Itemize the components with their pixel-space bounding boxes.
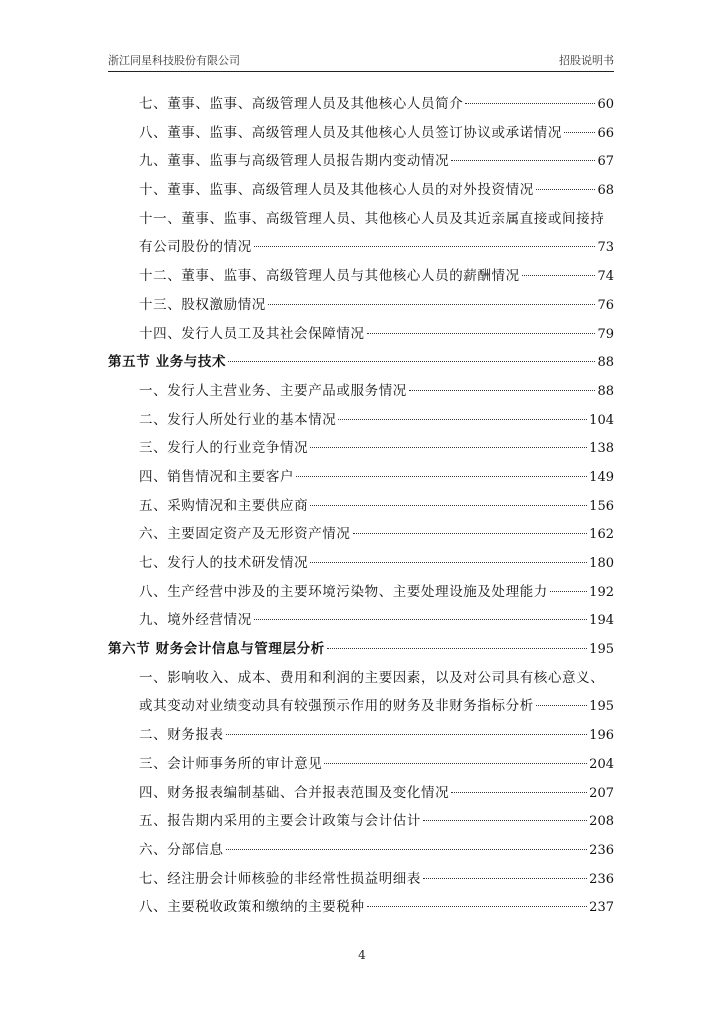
- toc-entry[interactable]: 六、主要固定资产及无形资产情况 162: [139, 526, 614, 543]
- toc-entry[interactable]: 十四、发行人员工及其社会保障情况 79: [139, 325, 614, 342]
- toc-entry[interactable]: 七、发行人的技术研发情况 180: [139, 555, 614, 571]
- page-header: [108, 52, 614, 70]
- toc-entry[interactable]: 五、采购情况和主要供应商 156: [139, 497, 614, 514]
- toc-entry[interactable]: 八、董事、监事、高级管理人员及其他核心人员签订协议或承诺情况 66: [139, 124, 614, 141]
- company-name: 浙江同星科技股份有限公司: [108, 54, 240, 67]
- toc-entry[interactable]: 九、董事、监事与高级管理人员报告期内变动情况 67: [139, 153, 614, 170]
- toc-entry[interactable]: 十二、董事、监事、高级管理人员与其他核心人员的薪酬情况 74: [139, 268, 614, 285]
- toc-entry[interactable]: 七、经注册会计师核验的非经常性损益明细表 236: [139, 870, 614, 887]
- toc-entry[interactable]: 八、生产经营中涉及的主要环境污染物、主要处理设施及处理能力 192: [139, 583, 614, 600]
- toc-entry[interactable]: 二、发行人所处行业的基本情况 104: [139, 411, 614, 428]
- document-type: 招股说明书: [559, 54, 614, 67]
- toc-entry[interactable]: 十、董事、监事、高级管理人员及其他核心人员的对外投资情况 68: [139, 182, 614, 199]
- toc-entry[interactable]: 五、报告期内采用的主要会计政策与会计估计 208: [139, 813, 614, 830]
- table-of-contents: [108, 90, 614, 922]
- toc-entry[interactable]: 十一、董事、监事、高级管理人员、其他核心人员及其近亲属直接或间接持: [139, 210, 605, 227]
- toc-entry[interactable]: 有公司股份的情况 73: [139, 239, 614, 256]
- toc-entry[interactable]: 三、会计师事务所的审计意见 204: [139, 755, 614, 772]
- toc-entry[interactable]: 四、销售情况和主要客户 149: [139, 468, 614, 485]
- toc-entry[interactable]: 二、财务报表 196: [139, 727, 614, 744]
- toc-entry[interactable]: 八、主要税收政策和缴纳的主要税种 237: [139, 899, 614, 916]
- toc-entry[interactable]: 六、分部信息 236: [139, 841, 614, 858]
- toc-section[interactable]: 第六节 财务会计信息与管理层分析 195: [108, 641, 614, 658]
- toc-entry[interactable]: 七、董事、监事、高级管理人员及其他核心人员简介 60: [139, 96, 614, 112]
- toc-section[interactable]: 第五节 业务与技术 88: [108, 354, 614, 371]
- toc-entry[interactable]: 三、发行人的行业竞争情况 138: [139, 440, 614, 457]
- toc-entry[interactable]: 四、财务报表编制基础、合并报表范围及变化情况 207: [139, 784, 614, 801]
- page-number: 4: [358, 948, 366, 962]
- toc-entry[interactable]: 一、影响收入、成本、费用和利润的主要因素，以及对公司具有核心意义、: [139, 669, 605, 686]
- toc-entry[interactable]: 或其变动对业绩变动具有较强预示作用的财务及非财务指标分析 195: [139, 698, 614, 715]
- toc-entry[interactable]: 十三、股权激励情况 76: [139, 296, 614, 313]
- header-divider: [108, 71, 614, 72]
- toc-entry[interactable]: 一、发行人主营业务、主要产品或服务情况 88: [139, 382, 614, 399]
- toc-entry[interactable]: 九、境外经营情况 194: [139, 612, 614, 629]
